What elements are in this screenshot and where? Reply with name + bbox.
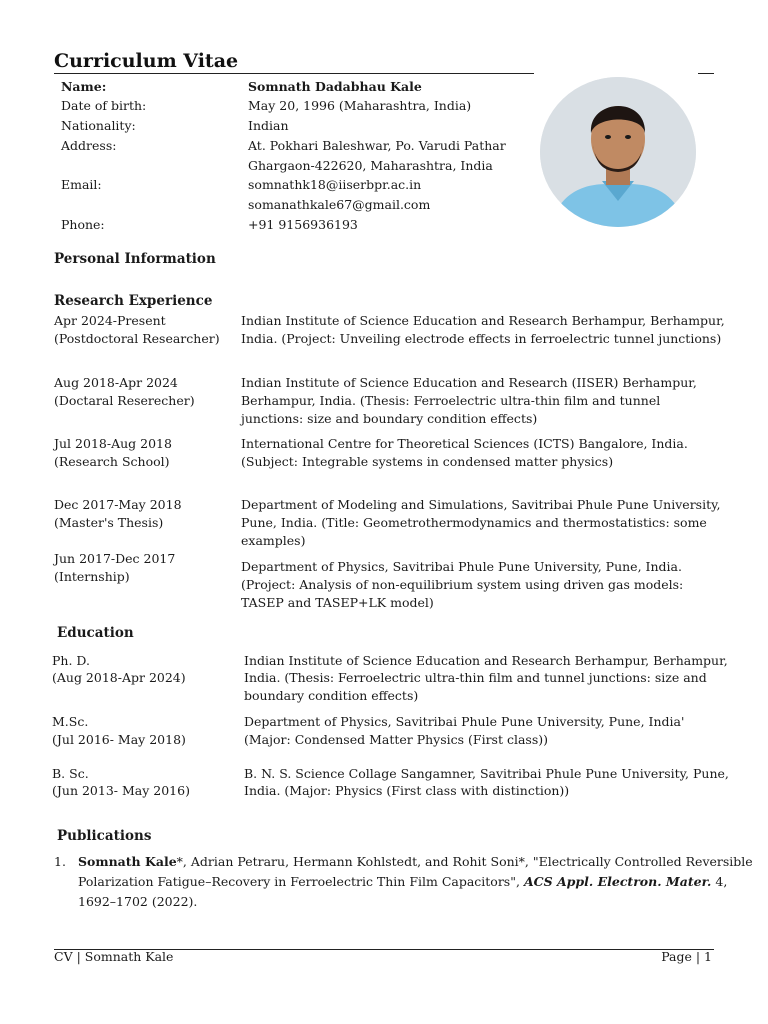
education-desc-line: Department of Physics, Savitribai Phule Pune University, Pune, India' — [244, 714, 685, 729]
publication-title-end: Polarization Fatigue–Recovery in Ferroelectric Thin Film Capacitors", — [78, 874, 524, 889]
research-desc-line: (Project: Analysis of non-equilibrium system using driven gas models: — [241, 577, 684, 592]
research-heading: Research Experience — [54, 293, 213, 309]
education-desc-line: B. N. S. Science Collage Sangamner, Savitribai Phule Pune University, Pune, — [244, 766, 729, 781]
title-divider — [54, 73, 534, 74]
research-date: Apr 2024-Present — [54, 313, 166, 328]
name-label: Name: — [61, 79, 107, 94]
research-role: (Master's Thesis) — [54, 515, 164, 530]
education-dates: (Aug 2018-Apr 2024) — [52, 670, 186, 685]
nationality-value: Indian — [248, 118, 289, 133]
research-desc-line: International Centre for Theoretical Sciences (ICTS) Bangalore, India. — [241, 436, 688, 451]
research-desc-line: examples) — [241, 533, 306, 548]
education-dates: (Jun 2013- May 2016) — [52, 783, 190, 798]
dob-label: Date of birth: — [61, 98, 147, 113]
research-desc-line: Indian Institute of Science Education and Research (IISER) Berhampur, — [241, 375, 697, 390]
portrait-illustration — [540, 77, 696, 227]
education-degree: B. Sc. — [52, 766, 89, 781]
email-2[interactable]: somanathkale67@gmail.com — [248, 197, 431, 212]
research-desc-line: (Subject: Integrable systems in condensed matter physics) — [241, 454, 614, 469]
publication-pages: 1692–1702 (2022). — [78, 894, 198, 909]
page-title: Curriculum Vitae — [54, 50, 239, 72]
education-desc-line: Indian Institute of Science Education and Research Berhampur, Berhampur, — [244, 653, 728, 668]
research-desc-line: junctions: size and boundary condition effects) — [241, 411, 538, 426]
research-desc-line: Department of Physics, Savitribai Phule Pune University, Pune, India. — [241, 559, 682, 574]
research-desc-line: Pune, India. (Title: Geometrothermodynamics and thermostatistics: some — [241, 515, 707, 530]
research-desc-line: India. (Project: Unveiling electrode effects in ferroelectric tunnel junctions) — [241, 331, 722, 346]
address-label: Address: — [61, 138, 117, 153]
research-date: Jul 2018-Aug 2018 — [54, 436, 172, 451]
email-label: Email: — [61, 177, 102, 192]
address-line-1: At. Pokhari Baleshwar, Po. Varudi Pathar — [248, 138, 506, 153]
address-line-2: Ghargaon-422620, Maharashtra, India — [248, 158, 493, 173]
education-degree: Ph. D. — [52, 653, 90, 668]
research-role: (Postdoctoral Researcher) — [54, 331, 220, 346]
research-date: Jun 2017-Dec 2017 — [54, 551, 176, 566]
research-desc-line: Indian Institute of Science Education and Research Berhampur, Berhampur, — [241, 313, 725, 328]
phone-value: +91 9156936193 — [248, 217, 358, 232]
education-desc-line: India. (Major: Physics (First class with distinction)) — [244, 783, 570, 798]
research-desc-line: Berhampur, India. (Thesis: Ferroelectric ultra-thin film and tunnel — [241, 393, 661, 408]
education-dates: (Jul 2016- May 2018) — [52, 732, 186, 747]
title-divider-right — [698, 73, 714, 74]
publication-line-1 — [78, 852, 753, 872]
dob-value: May 20, 1996 (Maharashtra, India) — [248, 98, 472, 113]
phone-label: Phone: — [61, 217, 105, 232]
research-desc-line: TASEP and TASEP+LK model) — [241, 595, 434, 610]
education-degree: M.Sc. — [52, 714, 89, 729]
publication-volume: 4, — [711, 874, 728, 889]
publication-authors-rest: *, Adrian Petraru, Hermann Kohlstedt, and Rohit Soni*, "Electrically Controlled Reversible — [176, 854, 753, 869]
publication-line-2 — [78, 872, 727, 892]
footer-left: CV | Somnath Kale — [54, 949, 174, 964]
publication-author-bold: Somnath Kale — [78, 854, 177, 869]
research-role: (Internship) — [54, 569, 130, 584]
education-heading: Education — [57, 625, 134, 641]
research-role: (Doctaral Reserecher) — [54, 393, 195, 408]
education-desc-line: India. (Thesis: Ferroelectric ultra-thin film and tunnel junctions: size and — [244, 670, 707, 685]
nationality-label: Nationality: — [61, 118, 136, 133]
publications-heading: Publications — [57, 828, 152, 844]
publication-journal: ACS Appl. Electron. Mater. — [523, 874, 712, 889]
publication-number: 1. — [54, 854, 66, 869]
education-desc-line: boundary condition effects) — [244, 688, 419, 703]
footer-page-number: Page | 1 — [661, 949, 712, 964]
research-desc-line: Department of Modeling and Simulations, Savitribai Phule Pune University, — [241, 497, 721, 512]
education-desc-line: (Major: Condensed Matter Physics (First class)) — [244, 732, 549, 747]
research-date: Aug 2018-Apr 2024 — [54, 375, 178, 390]
personal-info-heading: Personal Information — [54, 251, 216, 267]
research-date: Dec 2017-May 2018 — [54, 497, 182, 512]
research-role: (Research School) — [54, 454, 170, 469]
name-value: Somnath Dadabhau Kale — [248, 79, 422, 94]
email-1[interactable]: somnathk18@iiserbpr.ac.in — [248, 177, 422, 192]
profile-photo — [540, 77, 696, 227]
